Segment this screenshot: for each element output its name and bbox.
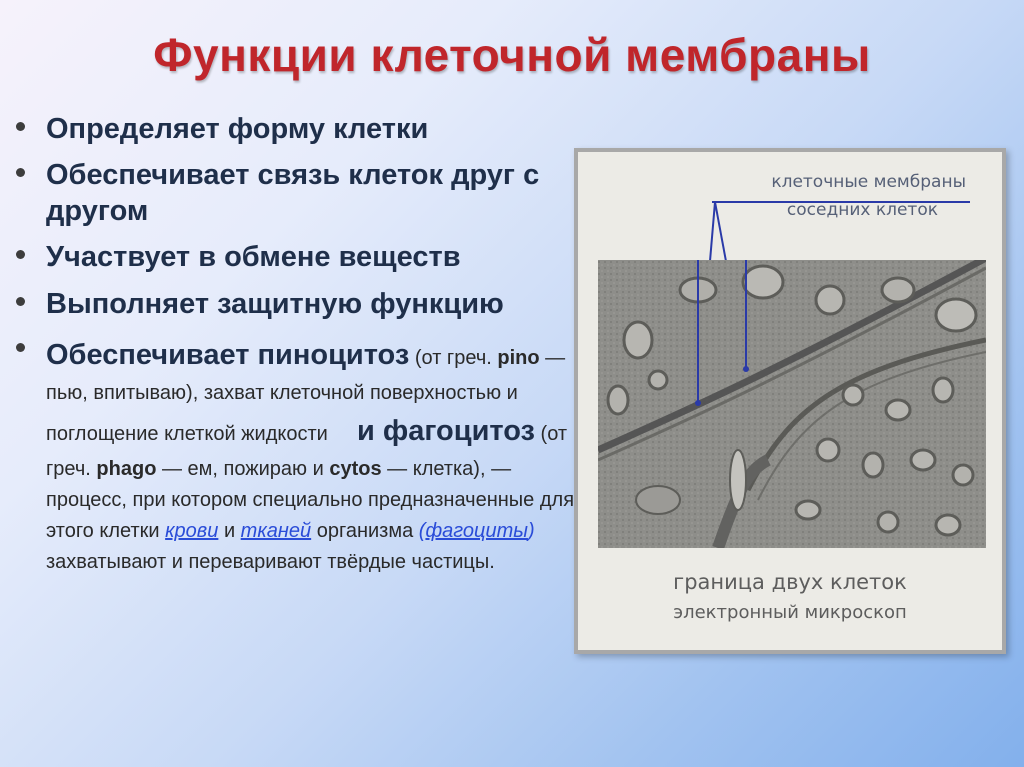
paren-close: ) — [527, 519, 535, 542]
bullet-dot-icon — [16, 250, 25, 259]
caption-line-1: граница двух клеток — [673, 570, 907, 594]
micrograph-image — [598, 260, 986, 548]
link-phagocytes[interactable]: фагоциты — [425, 519, 528, 542]
greek-word: cytos — [329, 457, 382, 480]
phagocytosis-term: и фагоцитоз — [356, 414, 535, 447]
bullet-item-pinocytosis — [16, 333, 576, 578]
etymology-note: — ем, пожираю и — [161, 457, 324, 480]
greek-word: pino — [497, 346, 540, 369]
pinocytosis-paragraph — [46, 333, 576, 578]
pinocytosis-term: Обеспечивает пиноцитоз — [46, 338, 410, 371]
bullet-dot-icon — [16, 168, 25, 177]
electron-micrograph — [598, 260, 986, 548]
definition-text: организма — [316, 519, 414, 542]
link-tissue[interactable]: тканей — [240, 519, 312, 542]
etymology-note: — пью, впитываю), захват клеточной поверхностью и поглощение клеткой жидкости — [46, 346, 566, 445]
bullet-dot-icon — [16, 297, 25, 306]
bullet-item — [16, 240, 576, 275]
bullet-list — [16, 112, 576, 589]
definition-text: — клетка), — процесс, при котором специально предназначенные для этого клетки — [46, 457, 575, 542]
definition-text: захватывают и переваривают твёрдые частицы. — [46, 550, 495, 573]
etymology-note: (от греч. — [46, 422, 568, 480]
bullet-text: Обеспечивает связь клеток друг с другом — [46, 159, 540, 227]
bullet-item — [16, 158, 576, 229]
bullet-text: Участвует в обмене веществ — [46, 241, 461, 274]
bullet-item — [16, 287, 576, 322]
bullet-item — [16, 112, 576, 147]
bullet-dot-icon — [16, 343, 25, 352]
label-line-1: клеточные мембраны — [771, 172, 966, 192]
greek-word: phago — [96, 457, 157, 480]
slide-title: Функции клеточной мембраны — [153, 29, 871, 81]
micrograph-figure — [574, 148, 1006, 654]
bullet-text: Выполняет защитную функцию — [46, 287, 504, 320]
link-blood[interactable]: крови — [165, 519, 219, 542]
caption-line-2: электронный микроскоп — [673, 602, 907, 623]
label-line-2: соседних клеток — [786, 200, 938, 220]
etymology-note: (от греч. — [414, 346, 492, 369]
conjunction: и — [223, 519, 236, 542]
bullet-dot-icon — [16, 122, 25, 131]
paren-open: ( — [418, 519, 426, 542]
bullet-text: Определяет форму клетки — [46, 113, 429, 145]
